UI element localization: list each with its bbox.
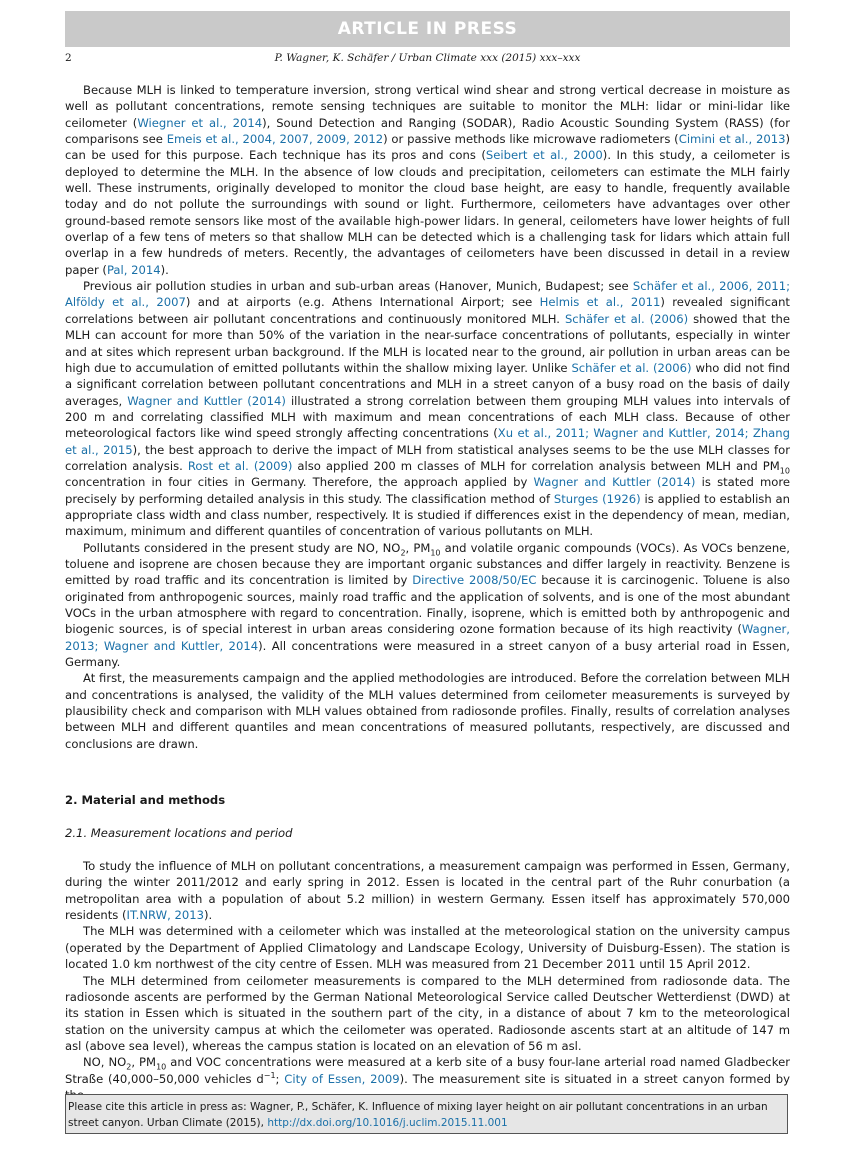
article-in-press-banner: ARTICLE IN PRESS: [65, 11, 790, 47]
subsection-heading: 2.1. Measurement locations and period: [65, 826, 293, 841]
paragraph: [65, 278, 790, 540]
doi-link[interactable]: http://dx.doi.org/10.1016/j.uclim.2015.11.001: [267, 1117, 508, 1129]
text-run: , PM: [405, 540, 431, 555]
text-run: The MLH was determined with a ceilometer which was installed at the meteorological station on the university campus (operated by the Department of Applied Climatology and Landscape Ecology, University of Duisburg-Essen). The station is located 1.0 km northwest of the city centre of Essen. MLH was measured from 21 December 2011 until 15 April 2012.: [65, 924, 790, 972]
citation-link[interactable]: Seibert et al., 2000: [485, 148, 603, 163]
text-run: ), the best approach to derive the impact of MLH from statistical analyses seems to be the use MLH classes for correlation analysis.: [65, 442, 790, 473]
citation-notice-box: [65, 1094, 788, 1134]
text-run: also applied 200 m classes of MLH for correlation analysis between MLH and PM: [292, 458, 780, 473]
text-run: The MLH determined from ceilometer measurements is compared to the MLH determined from radiosonde data. The radiosonde ascents are performed by the German National Meteorological Service called Deutscher Wetterdienst (DWD) at its station in Essen which is situated in the southern part of the city, in a distance of about 7 km to the meteorological station on the university campus at which the ceilometer was operated. Radiosonde ascents start at an altitude of 147 m asl (above sea level), whereas the campus station is located on an elevation of 56 m asl.: [65, 973, 790, 1053]
text-run: Previous air pollution studies in urban and sub-urban areas (Hanover, Munich, Budapest; see: [83, 279, 633, 294]
superscript: −1: [263, 1070, 276, 1080]
text-run: illustrated a strong correlation between them grouping MLH values into intervals of 200 m and correlating classified MLH with maximum and mean concentrations of each MLH class. Because of other meteorological factors like wind speed strongly affecting concentrations (: [65, 393, 791, 441]
citation-link[interactable]: Emeis et al., 2004, 2007, 2009, 2012: [166, 132, 384, 147]
text-run: is stated more precisely by performing detailed analysis in this study. The classification method of: [65, 475, 791, 506]
text-run: Because MLH is linked to temperature inversion, strong vertical wind shear and strong vertical decrease in moisture as well as pollutant concentrations, remote sensing techniques are suitable to monitor the MLH: lidar or mini-lidar like ceilometer (: [65, 83, 790, 130]
text-run: Pollutants considered in the present study are NO, NO: [83, 540, 401, 555]
text-run: because it is carcinogenic. Toluene is also originated from anthropogenic sources, mainly road traffic and the application of solvents, and is one of the most abundant VOCs in the urban atmosphere with regard to concentration. Finally, isoprene, which is emitted both by anthropogenic and biogenic sources, is of special interest in urban areas considering ozone formation because of its high reactivity (: [65, 573, 790, 637]
text-run: ).: [203, 908, 213, 923]
running-head: [65, 52, 790, 68]
running-title: P. Wagner, K. Schäfer / Urban Climate xxx (2015) xxx–xxx: [274, 52, 581, 64]
citation-link[interactable]: Wiegner et al., 2014: [137, 115, 263, 130]
text-run: At first, the measurements campaign and the applied methodologies are introduced. Before the correlation between MLH and concentrations is analysed, the validity of the MLH values determined from ceilometer measurements is surveyed by plausibility check and comparison with MLH values obtained from radiosonde profiles. Finally, results of correlation analyses between MLH and different quantiles and mean concentrations of measured pollutants, respectively, are discussed and conclusions are drawn.: [65, 671, 790, 751]
text-run: showed that the MLH can account for more than 50% of the variation in the near-surface concentrations of pollutants, especially in winter and at sites which represent urban background. If the MLH is located near to the ground, air pollution in urban areas can be high due to accumulation of emitted pollutants within the shallow mixing layer. Unlike: [65, 311, 790, 375]
citation-link[interactable]: Schäfer et al., 2006, 2011; Alföldy et al., 2007: [65, 279, 790, 310]
subscript: 2: [126, 1062, 132, 1072]
text-run: ), Sound Detection and Ranging (SODAR), Radio Acoustic Sounding System (RASS) (for comparisons see: [65, 115, 791, 147]
text-run: ).: [160, 262, 169, 277]
text-run: ) and at airports (e.g. Athens International Airport; see: [185, 295, 540, 310]
paragraph: [65, 923, 790, 972]
subscript: 10: [156, 1062, 167, 1072]
citation-link[interactable]: Schäfer et al. (2006): [564, 311, 689, 326]
text-run: To study the influence of MLH on pollutant concentrations, a measurement campaign was performed in Essen, Germany, during the winter 2011/2012 and early spring in 2012. Essen is located in the central part of the Ruhr conurbation (a metropolitan area with a population of about 5.2 million) in western Germany. Essen itself has approximately 570,000 residents (: [65, 859, 790, 923]
subscript: 10: [430, 547, 441, 557]
section-heading: 2. Material and methods: [65, 793, 226, 808]
citation-link[interactable]: IT.NRW, 2013: [126, 908, 204, 923]
citation-link[interactable]: Cimini et al., 2013: [678, 132, 786, 147]
citation-link[interactable]: Pal, 2014: [106, 262, 161, 277]
subscript: 2: [400, 547, 406, 557]
citation-link[interactable]: City of Essen, 2009: [284, 1071, 400, 1086]
text-run: and VOC concentrations were measured at a kerb site of a busy four-lane arterial road named Gladbecker Straße (40,000–50,000 vehicles d: [65, 1055, 791, 1086]
citation-link[interactable]: Sturges (1926): [553, 491, 641, 506]
citation-link[interactable]: Wagner and Kuttler (2014): [127, 393, 286, 408]
text-run: , PM: [131, 1055, 157, 1070]
citation-notice-text: Please cite this article in press as: Wagner, P., Schäfer, K. Influence of mixing layer height on air pollutant concentrations in an urban street canyon. Urban Climate (2015),: [68, 1101, 768, 1129]
paragraph: [65, 858, 790, 923]
article-body: [65, 82, 790, 1103]
paragraph: [65, 82, 790, 278]
text-run: who did not find a significant correlation between pollutant concentrations and MLH in a street canyon of a busy road on the basis of daily averages,: [65, 360, 791, 408]
citation-link[interactable]: Rost et al. (2009): [187, 458, 293, 473]
citation-link[interactable]: Wagner and Kuttler (2014): [533, 475, 696, 490]
text-run: ) can be used for this purpose. Each technique has its pros and cons (: [65, 132, 790, 163]
text-run: ). The measurement site is situated in a street canyon formed by: [399, 1071, 790, 1086]
text-run: is applied to establish an appropriate class width and class number, respectively. It is studied if differences exist in the dependency of mean, median, maximum, minimum and different quantiles of concentration of various pollutants on MLH.: [65, 491, 790, 539]
citation-link[interactable]: Directive 2008/50/EC: [412, 573, 537, 588]
citation-link[interactable]: Schäfer et al. (2006): [571, 360, 692, 375]
text-run: NO, NO: [83, 1055, 127, 1070]
paragraph: [65, 973, 790, 1055]
text-run: ) or passive methods like microwave radiometers (: [383, 132, 679, 147]
citation-link[interactable]: Helmis et al., 2011: [539, 295, 661, 310]
text-run: concentration in four cities in Germany. Therefore, the approach applied by: [65, 475, 534, 490]
text-run: ). In this study, a ceilometer is deployed to determine the MLH. In the absence of low clouds and precipitation, ceilometers can estimate the MLH fairly well. These instruments, originally developed to monitor the cloud base height, are easy to handle, frequently available today and do not pollute the surroundings with sound or light. Furthermore, ceilometers have advantages over other ground-based remote sensors like most of the available high-power lidars. In general, ceilometers have lower heights of full overlap of a few tens of meters so that shallow MLH can be detected which is a challenging task for lidars which attain full overlap in a few hundreds of meters. Recently, the advantages of ceilometers have been discussed in detail in a review paper (: [65, 148, 790, 277]
page-number: 2: [65, 52, 72, 64]
subscript: 10: [779, 466, 790, 476]
text-run: ;: [275, 1071, 285, 1086]
text-run: and volatile organic compounds (VOCs). As VOCs benzene, toluene and isoprene are chosen because they are important organic substances and differ largely in reactivity. Benzene is emitted by road traffic and its concentration is limited by: [65, 540, 790, 588]
paragraph: [65, 670, 790, 752]
paragraph: [65, 540, 790, 671]
text-run: ) revealed significant correlations between air pollutant concentrations and continuously monitored MLH.: [65, 295, 790, 326]
citation-link[interactable]: Xu et al., 2011; Wagner and Kuttler, 2014; Zhang et al., 2015: [65, 426, 790, 457]
text-run: ). All concentrations were measured in a street canyon of a busy arterial road in Essen, Germany.: [65, 638, 790, 670]
citation-link[interactable]: Wagner, 2013; Wagner and Kuttler, 2014: [65, 622, 790, 653]
